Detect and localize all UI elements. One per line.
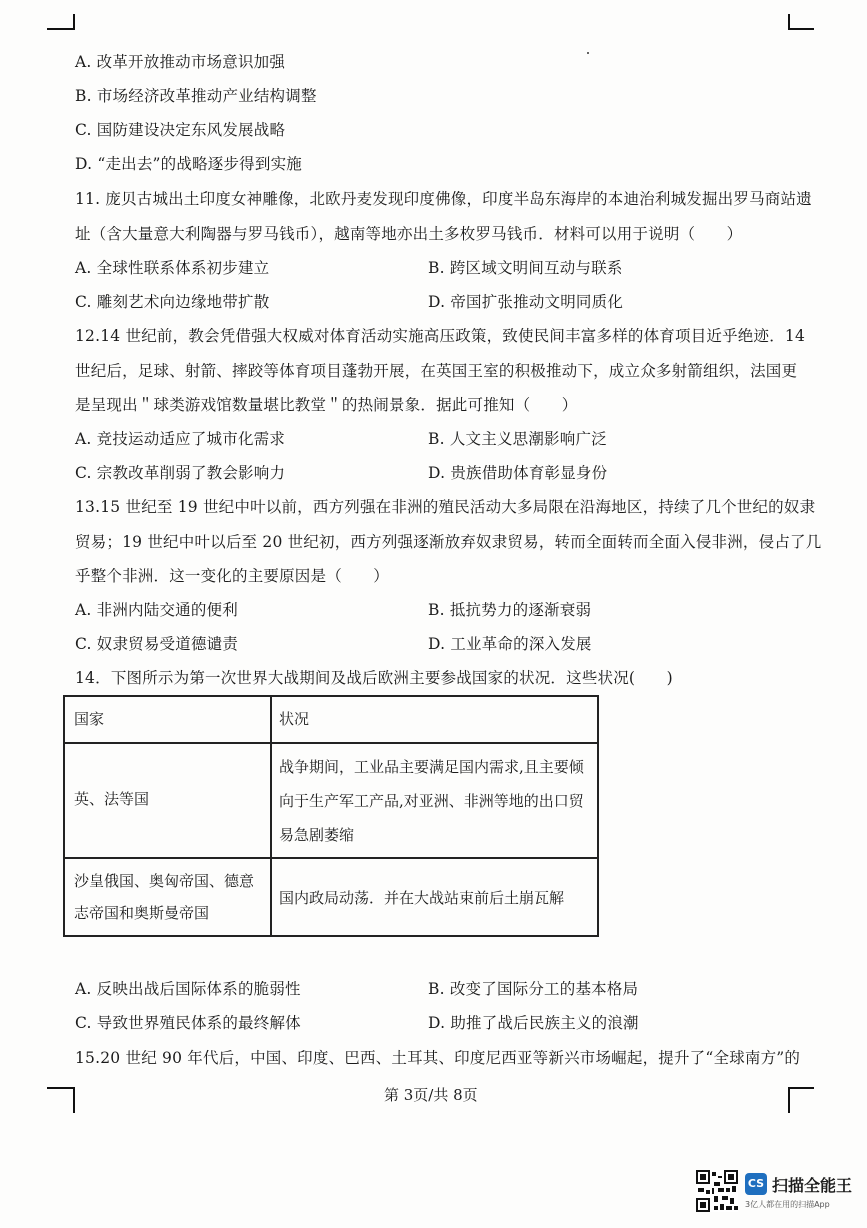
q13-option-c: C. 奴隶贸易受道德谴责: [75, 635, 239, 653]
table-row-divider: [65, 857, 597, 859]
table-row1-status-line-3: 易急剧萎缩: [279, 826, 355, 844]
q12-option-a: A. 竞技运动适应了城市化需求: [75, 430, 286, 448]
q12-option-d: D. 贵族借助体育彰显身份: [428, 464, 608, 482]
q12-stem-line-3: 是呈现出＂球类游戏馆数量堪比教堂＂的热闹景象．据此可推知（ ）: [75, 396, 578, 414]
table-header-status: 状况: [279, 710, 310, 728]
q13-option-b: B. 抵抗势力的逐渐衰弱: [428, 601, 592, 619]
table-row1-country: 英、法等国: [74, 790, 150, 808]
table-row-divider: [65, 742, 597, 744]
table-column-divider: [270, 697, 272, 935]
q13-option-a: A. 非洲内陆交通的便利: [75, 601, 238, 619]
q11-option-c: C. 雕刻艺术向边缘地带扩散: [75, 293, 270, 311]
crop-mark-bottom-left: [73, 1087, 75, 1113]
crop-mark-bottom-right: [788, 1087, 814, 1089]
q11-stem-line-2: 址（含大量意大利陶器与罗马钱币），越南等地亦出土多枚罗马钱币．材料可以用于说明（ ）: [75, 225, 743, 243]
q11-option-d: D. 帝国扩张推动文明同质化: [428, 293, 624, 311]
q14-option-d: D. 助推了战后民族主义的浪潮: [428, 1014, 639, 1032]
q14-option-b: B. 改变了国际分工的基本格局: [428, 980, 639, 998]
q11-option-a: A. 全球性联系体系初步建立: [75, 259, 270, 277]
q13-stem-line-2: 贸易；19 世纪中叶以后至 20 世纪初，西方列强逐渐放弃奴隶贸易，转而全面转而全面入侵非洲，侵占了几: [75, 533, 822, 551]
crop-mark-top-left: [47, 28, 75, 30]
q11-option-b: B. 跨区域文明间互动与联系: [428, 259, 623, 277]
scan-speck: [587, 52, 589, 54]
q13-stem-line-3: 乎整个非洲．这一变化的主要原因是（ ）: [75, 567, 390, 585]
camscanner-logo: CS: [745, 1173, 767, 1195]
q10-option-b: B. 市场经济改革推动产业结构调整: [75, 87, 317, 105]
q10-option-d: D. “走出去”的战略逐步得到实施: [75, 155, 302, 173]
table-row2-country-line-1: 沙皇俄国、奥匈帝国、德意: [74, 872, 255, 890]
watermark-brand: 扫描全能王: [772, 1176, 853, 1195]
q14-option-c: C. 导致世界殖民体系的最终解体: [75, 1014, 301, 1032]
crop-mark-top-left: [73, 14, 75, 30]
q11-stem-line-1: 11. 庞贝古城出土印度女神雕像，北欧丹麦发现印度佛像，印度半岛东海岸的本迪治利城发掘出罗马商站遗: [75, 190, 812, 208]
q10-option-c: C. 国防建设决定东风发展战略: [75, 121, 286, 139]
crop-mark-bottom-right: [788, 1087, 790, 1113]
crop-mark-bottom-left: [47, 1087, 75, 1089]
q10-option-a: A. 改革开放推动市场意识加强: [75, 53, 286, 71]
q14-table: [63, 695, 599, 937]
q14-stem: 14．下图所示为第一次世界大战期间及战后欧洲主要参战国家的状况．这些状况( ): [75, 669, 673, 687]
q12-stem-line-2: 世纪后，足球、射箭、摔跤等体育项目蓬勃开展，在英国王室的积极推动下，成立众多射箭组织，法国更: [75, 362, 798, 380]
table-row2-status: 国内政局动荡．并在大战站束前后土崩瓦解: [279, 889, 565, 907]
q12-stem-line-1: 12.14 世纪前，教会凭借强大权威对体育活动实施高压政策，致使民间丰富多样的体育项目近乎绝迹．14: [75, 327, 806, 345]
q13-stem-line-1: 13.15 世纪至 19 世纪中叶以前，西方列强在非洲的殖民活动大多局限在沿海地区，持续了几个世纪的奴隶: [75, 498, 816, 516]
q13-option-d: D. 工业革命的深入发展: [428, 635, 592, 653]
q12-option-c: C. 宗教改革削弱了教会影响力: [75, 464, 286, 482]
q12-option-b: B. 人文主义思潮影响广泛: [428, 430, 607, 448]
table-row1-status-line-2: 向于生产军工产品,对亚洲、非洲等地的出口贸: [279, 792, 584, 810]
page-number: 第 3页/共 8页: [384, 1086, 478, 1104]
table-header-country: 国家: [74, 710, 105, 728]
table-row2-country-line-2: 志帝国和奥斯曼帝国: [74, 904, 210, 922]
crop-mark-top-right: [788, 14, 790, 30]
q15-stem: 15.20 世纪 90 年代后，中国、印度、巴西、土耳其、印度尼西亚等新兴市场崛起，提升了“全球南方”的: [75, 1049, 801, 1067]
qr-code-icon: [696, 1170, 738, 1212]
watermark-tagline: 3亿人都在用的扫描App: [745, 1200, 830, 1209]
table-row1-status-line-1: 战争期间，工业品主要满足国内需求,且主要倾: [279, 758, 584, 776]
crop-mark-top-right: [788, 28, 814, 30]
q14-option-a: A. 反映出战后国际体系的脆弱性: [75, 980, 301, 998]
